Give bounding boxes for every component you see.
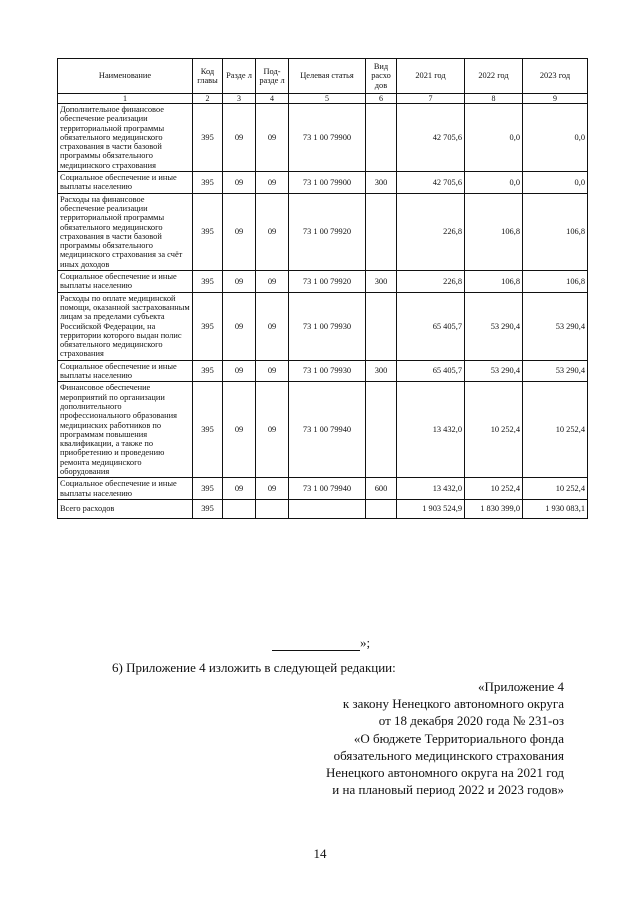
row-section: 09 bbox=[223, 478, 256, 500]
table-row bbox=[58, 478, 588, 500]
row-section: 09 bbox=[223, 271, 256, 293]
header-chapter: Код главы bbox=[193, 59, 223, 94]
column-number: 3 bbox=[223, 94, 256, 104]
appendix-line: к закону Ненецкого автономного округа bbox=[342, 696, 564, 712]
row-article: 73 1 00 79930 bbox=[289, 360, 366, 382]
row-value-2021: 13 432,0 bbox=[397, 382, 465, 478]
row-chapter: 395 bbox=[193, 360, 223, 382]
row-subsection: 09 bbox=[256, 292, 289, 360]
row-value-2021: 13 432,0 bbox=[397, 478, 465, 500]
row-chapter: 395 bbox=[193, 271, 223, 293]
row-article: 73 1 00 79940 bbox=[289, 382, 366, 478]
header-name: Наименование bbox=[58, 59, 193, 94]
row-value-2023: 106,8 bbox=[523, 193, 588, 270]
appendix-line: Ненецкого автономного округа на 2021 год bbox=[326, 765, 564, 781]
row-name: Финансовое обеспечение мероприятий по организации дополнительного профессионального образования медицинских работников по программам повышения квалификации, а также по приобретению и проведению ремонта медицинского оборудования bbox=[58, 382, 193, 478]
row-subsection: 09 bbox=[256, 478, 289, 500]
appendix-line: обязательного медицинского страхования bbox=[333, 747, 564, 763]
amendment-paragraph: 6) Приложение 4 изложить в следующей редакции: bbox=[112, 660, 396, 675]
row-subsection: 09 bbox=[256, 382, 289, 478]
row-subsection: 09 bbox=[256, 193, 289, 270]
row-type bbox=[366, 104, 397, 172]
total-row bbox=[58, 499, 588, 518]
row-article: 73 1 00 79930 bbox=[289, 292, 366, 360]
row-type: 300 bbox=[366, 360, 397, 382]
table-row bbox=[58, 360, 588, 382]
closing-quote-line bbox=[272, 635, 370, 651]
row-value-2021: 226,8 bbox=[397, 193, 465, 270]
appendix-header bbox=[326, 678, 564, 798]
row-value-2022: 106,8 bbox=[465, 271, 523, 293]
header-article: Целевая статья bbox=[289, 59, 366, 94]
row-value-2021: 42 705,6 bbox=[397, 104, 465, 172]
row-subsection: 09 bbox=[256, 360, 289, 382]
column-number: 8 bbox=[465, 94, 523, 104]
column-number: 5 bbox=[289, 94, 366, 104]
row-type bbox=[366, 382, 397, 478]
row-chapter: 395 bbox=[193, 104, 223, 172]
row-value-2023: 10 252,4 bbox=[523, 478, 588, 500]
row-value-2022: 53 290,4 bbox=[465, 360, 523, 382]
row-value-2023: 0,0 bbox=[523, 104, 588, 172]
header-subsection: Под-разде л bbox=[256, 59, 289, 94]
row-value-2022: 0,0 bbox=[465, 104, 523, 172]
table-row bbox=[58, 382, 588, 478]
column-number: 6 bbox=[366, 94, 397, 104]
table-row bbox=[58, 193, 588, 270]
row-subsection: 09 bbox=[256, 172, 289, 194]
row-value-2022: 106,8 bbox=[465, 193, 523, 270]
row-value-2021: 65 405,7 bbox=[397, 360, 465, 382]
row-section: 09 bbox=[223, 172, 256, 194]
row-type bbox=[366, 193, 397, 270]
row-name: Дополнительное финансовое обеспечение реализации территориальной программы обязательного медицинского страхования в части базовой программы обязательного медицинского страхования bbox=[58, 104, 193, 172]
header-section: Разде л bbox=[223, 59, 256, 94]
row-name: Социальное обеспечение и иные выплаты населению bbox=[58, 271, 193, 293]
row-name: Социальное обеспечение и иные выплаты населению bbox=[58, 478, 193, 500]
row-article: 73 1 00 79920 bbox=[289, 193, 366, 270]
row-chapter: 395 bbox=[193, 478, 223, 500]
row-subsection: 09 bbox=[256, 271, 289, 293]
column-number: 2 bbox=[193, 94, 223, 104]
empty-cell bbox=[256, 499, 289, 518]
header-type: Вид расхо дов bbox=[366, 59, 397, 94]
appendix-line: и на плановый период 2022 и 2023 годов» bbox=[332, 782, 564, 798]
row-chapter: 395 bbox=[193, 172, 223, 194]
appendix-line: от 18 декабря 2020 года № 231-оз bbox=[378, 713, 564, 729]
column-number: 9 bbox=[523, 94, 588, 104]
row-value-2022: 10 252,4 bbox=[465, 382, 523, 478]
table-row bbox=[58, 292, 588, 360]
row-value-2023: 53 290,4 bbox=[523, 360, 588, 382]
closing-mark: »; bbox=[360, 635, 371, 650]
appendix-line: «Приложение 4 bbox=[477, 679, 564, 694]
total-value-2022: 1 830 399,0 bbox=[465, 499, 523, 518]
total-value-2023: 1 930 083,1 bbox=[523, 499, 588, 518]
row-value-2021: 226,8 bbox=[397, 271, 465, 293]
empty-cell bbox=[289, 499, 366, 518]
page-number: 14 bbox=[313, 846, 327, 861]
row-article: 73 1 00 79900 bbox=[289, 172, 366, 194]
header-2022: 2022 год bbox=[465, 59, 523, 94]
table-header-row bbox=[58, 59, 588, 94]
row-section: 09 bbox=[223, 193, 256, 270]
empty-cell bbox=[223, 499, 256, 518]
row-type: 300 bbox=[366, 172, 397, 194]
row-type bbox=[366, 292, 397, 360]
row-section: 09 bbox=[223, 104, 256, 172]
row-value-2021: 65 405,7 bbox=[397, 292, 465, 360]
row-section: 09 bbox=[223, 382, 256, 478]
total-value-2021: 1 903 524,9 bbox=[397, 499, 465, 518]
total-chapter: 395 bbox=[193, 499, 223, 518]
column-number: 7 bbox=[397, 94, 465, 104]
row-value-2023: 0,0 bbox=[523, 172, 588, 194]
column-number: 1 bbox=[58, 94, 193, 104]
row-type: 300 bbox=[366, 271, 397, 293]
row-chapter: 395 bbox=[193, 292, 223, 360]
header-2021: 2021 год bbox=[397, 59, 465, 94]
row-subsection: 09 bbox=[256, 104, 289, 172]
empty-cell bbox=[366, 499, 397, 518]
row-section: 09 bbox=[223, 292, 256, 360]
row-name: Социальное обеспечение и иные выплаты населению bbox=[58, 172, 193, 194]
row-value-2022: 10 252,4 bbox=[465, 478, 523, 500]
row-section: 09 bbox=[223, 360, 256, 382]
column-number: 4 bbox=[256, 94, 289, 104]
row-chapter: 395 bbox=[193, 193, 223, 270]
table-row bbox=[58, 271, 588, 293]
row-value-2022: 53 290,4 bbox=[465, 292, 523, 360]
row-value-2022: 0,0 bbox=[465, 172, 523, 194]
table-row bbox=[58, 104, 588, 172]
column-number-row bbox=[58, 94, 588, 104]
row-name: Расходы по оплате медицинской помощи, оказанной застрахованным лицам за пределами субъекта Российской Федерации, на территории которого выдан полис обязательного медицинского страхования bbox=[58, 292, 193, 360]
row-name: Расходы на финансовое обеспечение реализации территориальной программы обязательного медицинского страхования в части базовой программы обязательного медицинского страхования за счёт иных доходов bbox=[58, 193, 193, 270]
row-name: Социальное обеспечение и иные выплаты населению bbox=[58, 360, 193, 382]
row-article: 73 1 00 79940 bbox=[289, 478, 366, 500]
blank-underline bbox=[272, 638, 360, 651]
row-value-2021: 42 705,6 bbox=[397, 172, 465, 194]
row-value-2023: 53 290,4 bbox=[523, 292, 588, 360]
row-chapter: 395 bbox=[193, 382, 223, 478]
header-2023: 2023 год bbox=[523, 59, 588, 94]
row-value-2023: 106,8 bbox=[523, 271, 588, 293]
table-row bbox=[58, 172, 588, 194]
row-article: 73 1 00 79900 bbox=[289, 104, 366, 172]
total-label: Всего расходов bbox=[58, 499, 193, 518]
row-type: 600 bbox=[366, 478, 397, 500]
row-article: 73 1 00 79920 bbox=[289, 271, 366, 293]
appendix-line: «О бюджете Территориального фонда bbox=[353, 730, 564, 746]
budget-table bbox=[57, 58, 588, 519]
row-value-2023: 10 252,4 bbox=[523, 382, 588, 478]
